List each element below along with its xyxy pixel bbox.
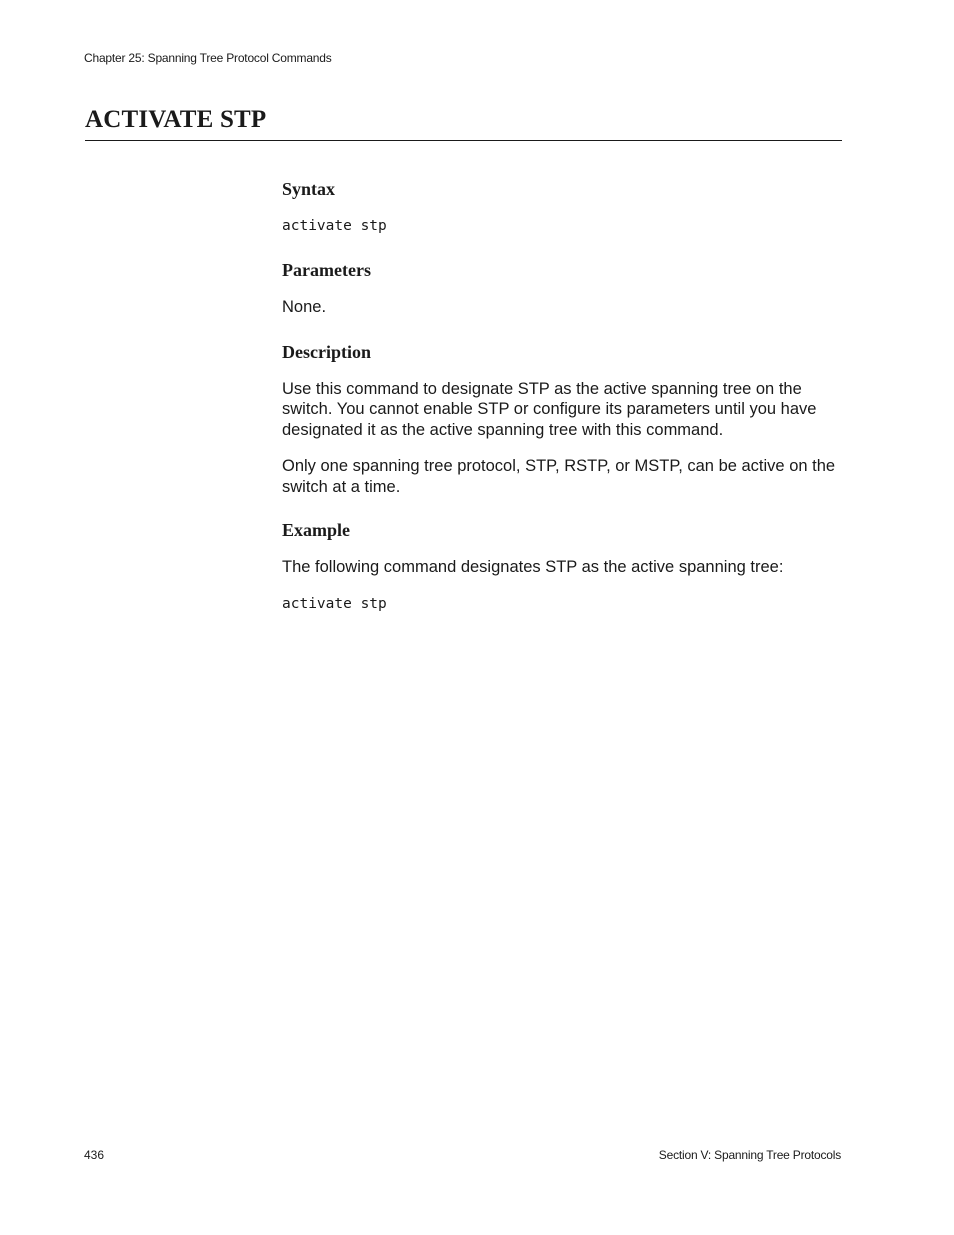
running-header: Chapter 25: Spanning Tree Protocol Commands bbox=[84, 51, 332, 65]
parameters-text: None. bbox=[282, 298, 327, 316]
syntax-code: activate stp bbox=[282, 218, 387, 234]
parameters-heading: Parameters bbox=[282, 260, 371, 280]
command-body bbox=[282, 178, 842, 614]
description-paragraph-1: Use this command to designate STP as the active spanning tree on the switch. You cannot enable STP or configure its parameters until you have designated it as the active spanning tree with this command. bbox=[282, 379, 817, 439]
footer-section-name: Section V: Spanning Tree Protocols bbox=[658, 1148, 841, 1162]
example-code: activate stp bbox=[282, 595, 387, 612]
title-rule bbox=[85, 140, 842, 141]
description-heading: Description bbox=[282, 341, 371, 362]
example-text: The following command designates STP as the active spanning tree: bbox=[282, 558, 784, 576]
syntax-heading: Syntax bbox=[282, 179, 336, 199]
example-heading: Example bbox=[282, 520, 351, 540]
page-number: 436 bbox=[84, 1148, 105, 1162]
description-paragraph-2: Only one spanning tree protocol, STP, RSTP, or MSTP, can be active on the switch at a time. bbox=[282, 457, 836, 496]
page-title: ACTIVATE STP bbox=[85, 106, 267, 133]
